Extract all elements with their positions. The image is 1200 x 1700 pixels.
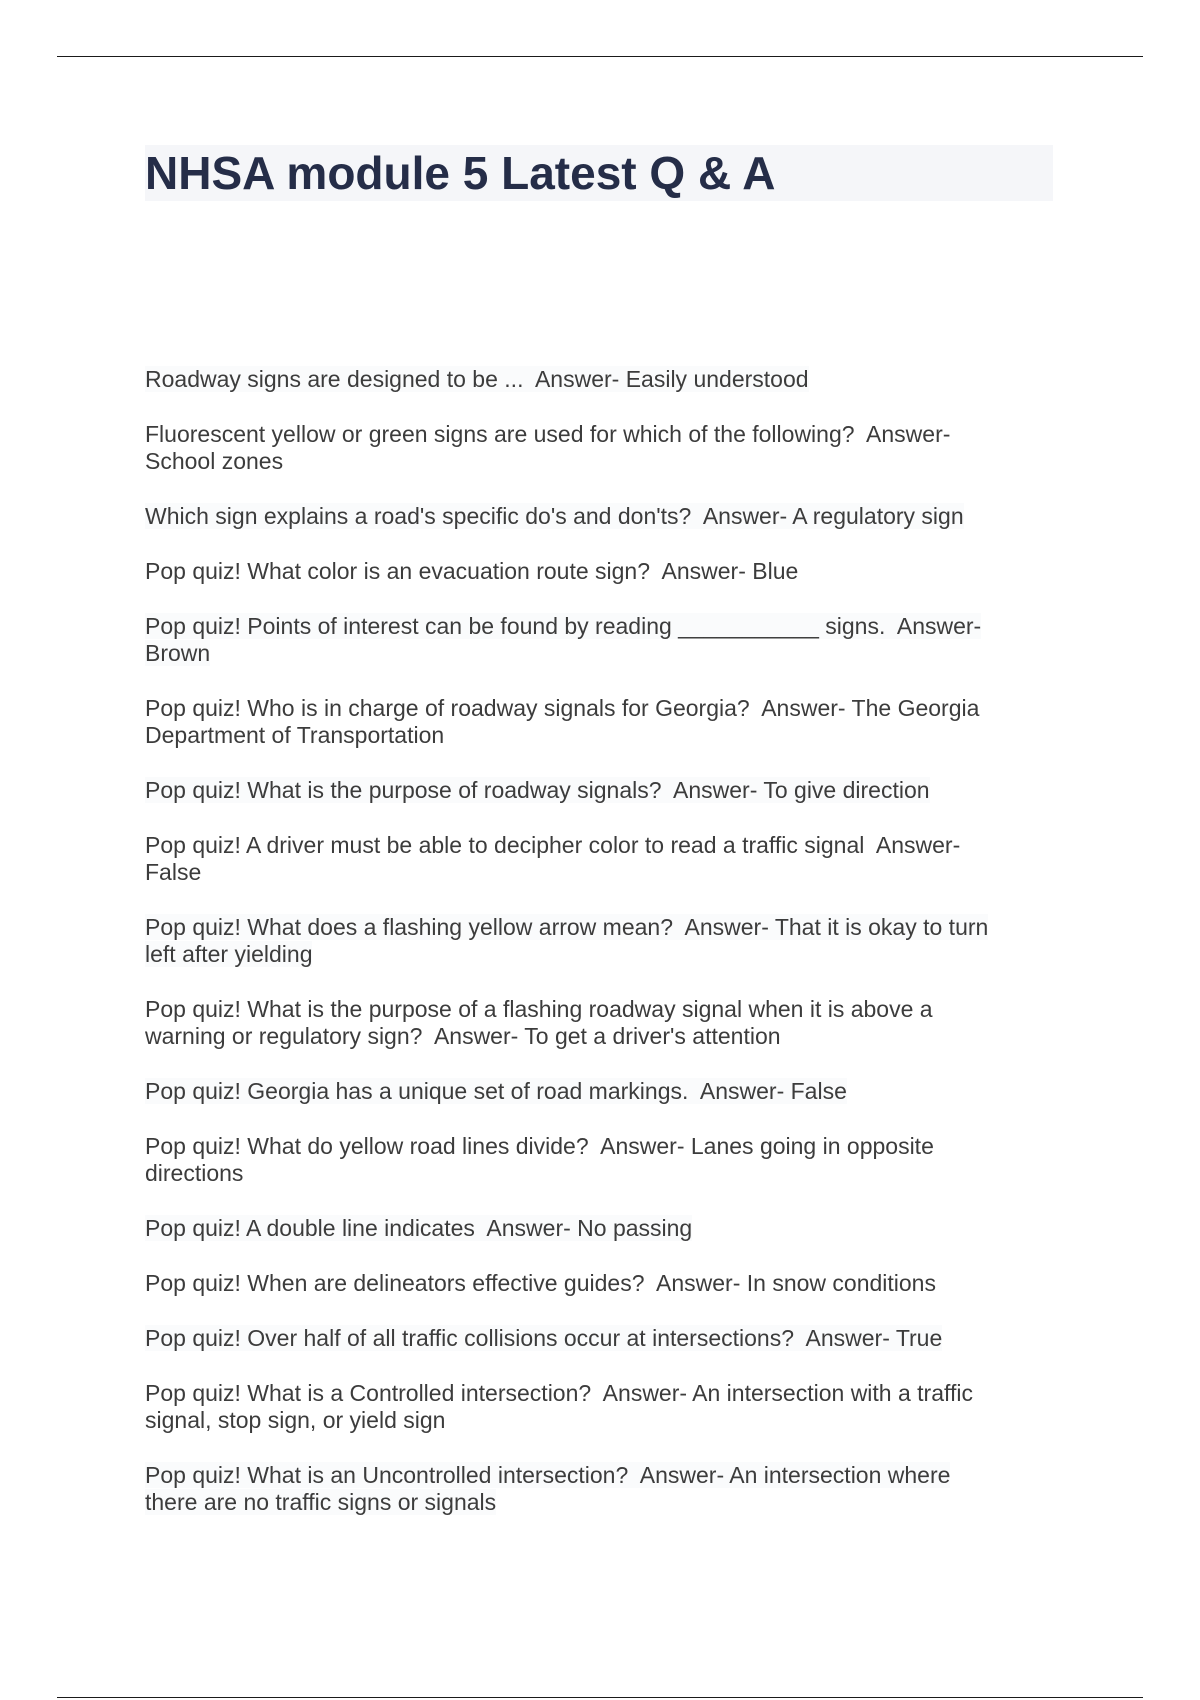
qa-item: Roadway signs are designed to be ... Answer- Easily understood (145, 366, 809, 392)
qa-item: Pop quiz! Who is in charge of roadway signals for Georgia? Answer- The Georgia Department of Transportation (145, 695, 980, 748)
qa-item: Pop quiz! What color is an evacuation route sign? Answer- Blue (145, 558, 799, 584)
qa-item: Pop quiz! What is the purpose of a flashing roadway signal when it is above a warning or regulatory sign? Answer- To get a driver's attention (145, 996, 933, 1049)
qa-item: Pop quiz! A double line indicates Answer- No passing (145, 1215, 693, 1241)
header-rule (57, 56, 1143, 57)
qa-item: Pop quiz! What is the purpose of roadway signals? Answer- To give direction (145, 777, 930, 803)
qa-item: Pop quiz! Points of interest can be found by reading ___________ signs. Answer- Brown (145, 613, 982, 666)
page-title: NHSA module 5 Latest Q & A (145, 147, 776, 199)
qa-item: Pop quiz! What does a flashing yellow arrow mean? Answer- That it is okay to turn left after yielding (145, 914, 989, 967)
qa-item: Pop quiz! What is an Uncontrolled intersection? Answer- An intersection where there are no traffic signs or signals (145, 1462, 951, 1515)
qa-list (145, 366, 1045, 1544)
qa-item: Pop quiz! A driver must be able to decipher color to read a traffic signal Answer- False (145, 832, 961, 885)
footer-rule (57, 1697, 1143, 1698)
qa-item: Pop quiz! When are delineators effective guides? Answer- In snow conditions (145, 1270, 936, 1296)
qa-item: Which sign explains a road's specific do's and don'ts? Answer- A regulatory sign (145, 503, 964, 529)
qa-item: Pop quiz! Georgia has a unique set of road markings. Answer- False (145, 1078, 847, 1104)
qa-item: Pop quiz! What do yellow road lines divide? Answer- Lanes going in opposite directions (145, 1133, 934, 1186)
qa-item: Fluorescent yellow or green signs are used for which of the following? Answer- School zones (145, 421, 951, 474)
qa-item: Pop quiz! Over half of all traffic collisions occur at intersections? Answer- True (145, 1325, 943, 1351)
qa-item: Pop quiz! What is a Controlled intersection? Answer- An intersection with a traffic signal, stop sign, or yield sign (145, 1380, 973, 1433)
